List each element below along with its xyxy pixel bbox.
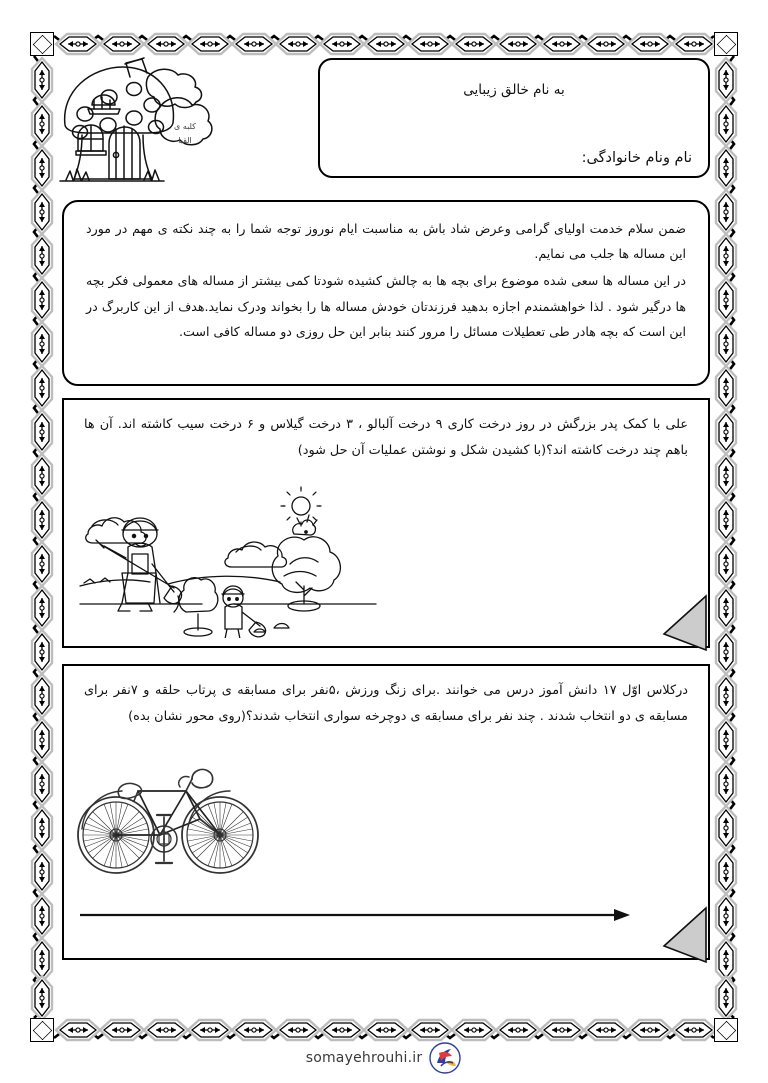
student-name-label: نام ونام خانوادگی: bbox=[581, 150, 692, 166]
site-logo-icon bbox=[428, 1041, 462, 1075]
mushroom-house-illustration bbox=[52, 55, 237, 185]
intro-paragraph-1: ضمن سلام خدمت اولیای گرامی وعرض شاد باش به مناسبت ایام نوروز توجه شما را به چند نکته ی مهم در مورد این مساله ها جلب می نمایم. bbox=[86, 221, 686, 262]
bicycle-illustration bbox=[68, 757, 278, 882]
corner-ornament-top-left bbox=[30, 32, 54, 56]
basmala-text: به نام خالق زیبایی bbox=[463, 82, 565, 98]
border-top bbox=[30, 32, 738, 56]
footer bbox=[0, 1035, 768, 1081]
site-url-text: somayehrouhi.ir bbox=[305, 1050, 423, 1066]
number-line-axis bbox=[78, 905, 638, 925]
question-1-fold-corner bbox=[662, 594, 708, 646]
question-1-text: علی با کمک پدر بزرگش در روز درخت کاری ۹ درخت آلبالو ، ۳ درخت گیلاس و ۶ درخت سیب کاشته اند. آن ها باهم چند درخت کاشته اند؟(با کشیدن شکل و نوشتن عملیات آن حل شود) bbox=[84, 417, 688, 459]
question-2-text: درکلاس اوّل ۱۷ دانش آموز درس می خوانند .برای زنگ ورزش ،۵نفر برای مسابقه ی پرتاب حلقه و ۷نفر برای مسابقه ی دو انتخاب شدند . چند نفر برای مسابقه ی دوچرخه سواری انتخاب شدند؟(روی محور نشان بده) bbox=[84, 683, 688, 725]
tree-planting-scene bbox=[78, 486, 378, 638]
intro-paragraph-2: در این مساله ها سعی شده موضوع برای بچه ها به چالش کشیده شودتا کمی بیشتر از مساله های معمولی فکر بچه ها درگیر شود . لذا خواهشمندم اجازه بدهید فرزندتان خودش مساله ها را بخواند ودرک نماید.هدف از این کاربرگ در این است که بچه هادر طی تعطیلات مسائل را مرور کنند بنابر این حل روزی دو مساله کافی است. bbox=[86, 273, 686, 339]
header-name-box bbox=[318, 58, 710, 178]
border-right bbox=[714, 32, 738, 1042]
intro-message-box bbox=[62, 200, 710, 386]
border-left bbox=[30, 32, 54, 1042]
mushroom-house-caption-line2: القبا bbox=[178, 136, 192, 145]
corner-ornament-top-right bbox=[714, 32, 738, 56]
mushroom-house-caption-line1: کلبه ی bbox=[174, 122, 196, 131]
question-2-fold-corner bbox=[662, 906, 708, 958]
